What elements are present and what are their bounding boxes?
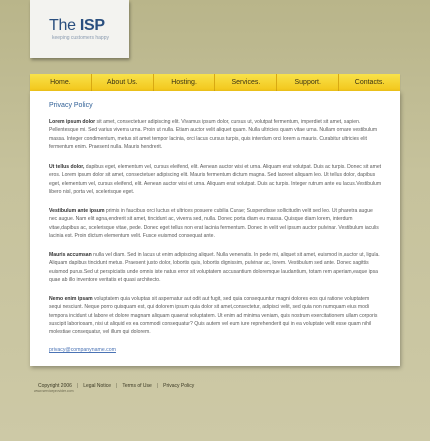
paragraph-4 bbox=[49, 251, 382, 284]
footer-separator: | bbox=[116, 383, 118, 389]
paragraph-1 bbox=[49, 118, 382, 151]
paragraph-lead: Nemo enim ipsam bbox=[49, 296, 93, 302]
nav-hosting[interactable]: Hosting. bbox=[154, 74, 216, 91]
main-nav bbox=[30, 74, 400, 91]
footer-url: www.serviceprovider.com bbox=[34, 389, 74, 393]
footer-terms-link[interactable]: Terms of Use bbox=[122, 383, 152, 389]
paragraph-text: voluptatem quia voluptas sit aspernatur aut odit aut fugit, sed quia consequuntur magni dolores eos qui ratione voluptatem sequi nesciunt. Neque porro quisquam est, qui dolorem ipsum quia dolor sit amet,consectetur, adipisci velit, sed quia non numquam eius modi tempora incidunt ut labore et dolore magnam aliquam quaerat voluptatem. Ut enim ad minima veniam, quis nostrum exercitationem ullam corporis suscipit laboriosam, nisi ut aliquid ex ea commodi consequatur? Quis autem vel eum iure reprehenderit qui in ea voluptate velit esse quam nihil molestiae consequatur, vel illum qui dolorem. bbox=[49, 296, 378, 336]
nav-home[interactable]: Home. bbox=[30, 74, 92, 91]
footer-copyright: Copyright 2006 bbox=[38, 383, 72, 389]
footer-separator: | bbox=[76, 383, 79, 389]
nav-services[interactable]: Services. bbox=[215, 74, 277, 91]
logo-tagline: keeping customers happy bbox=[52, 35, 109, 41]
content-panel bbox=[30, 91, 400, 366]
logo-title bbox=[49, 17, 105, 35]
paragraph-text: sit amet, consectetuer adipiscing elit. Vivamus ipsum dolor, cursus ut, volutpat fermentum, imperdiet sit amet, sapien. Pellentesque mi. Sed varius viverra urna. Proin ut nulla. Etiam auctor velit aliquet quam. Nulla ultricies quam vitae urna. Nullam ornare vestibulum massa. Integer condimentum, metus sit amet tempor lacinia, orci lacus cursus turpis, quis interdum orci lorem a mauris. Curabitur ultricies elit fermentum enim. Praesent nulla. Mauris hendrerit. bbox=[49, 119, 378, 150]
logo-isp: ISP bbox=[79, 17, 105, 34]
paragraph-3 bbox=[49, 207, 382, 240]
page-title: Privacy Policy bbox=[49, 102, 93, 109]
nav-support[interactable]: Support. bbox=[277, 74, 339, 91]
paragraph-lead: Lorem ipsum dolor bbox=[49, 119, 96, 125]
paragraph-lead: Ut tellus dolor, bbox=[49, 164, 85, 170]
paragraph-text: dapibus eget, elementum vel, cursus eleifend, elit. Aenean auctor wisi et urna. Aliquam erat volutpat. Duis ac turpis. Donec sit amet eros. Lorem ipsum dolor sit amet, consectetuer adipiscing elit. Mauris fermentum dictum magna. Sed laoreet aliquam leo. Ut tellus dolor, dapibus eget, elementum vel, cursus eleifend, elit. Aenean auctor wisi et urna. Aliquam erat volutpat. Duis ac turpis. Integer rutrum ante eu lacus.Vestibulum libero nisl, porta vel, scelerisque eget. bbox=[49, 164, 382, 195]
nav-contacts[interactable]: Contacts. bbox=[354, 79, 385, 86]
paragraph-text: nulla vel diam. Sed in lacus ut enim adipiscing aliquet. Nulla venenatis. In pede mi, aliquet sit amet, euismod in,auctor ut, ligula. Aliquam dapibus tincidunt metus. Praesent justo dolor, lobortis quis, lobortis dignissim, pulvinar ac, lorem. Vestibulum sed ante. Donec sagittis euismod purus.Sed ut perspiciatis unde omnis iste natus error sit voluptatem accusantium doloremque laudantium, totam rem aperiam,eaque ipsa quae ab illo inventore veritatis et quasi architecto. bbox=[49, 252, 380, 283]
paragraph-lead: Mauris accumsan bbox=[49, 252, 92, 258]
footer-privacy-link[interactable]: Privacy Policy bbox=[163, 383, 195, 389]
logo[interactable] bbox=[30, 0, 129, 58]
footer-separator: | bbox=[156, 383, 159, 389]
footer-legal-notice-link[interactable]: Legal Notice bbox=[83, 383, 112, 389]
paragraph-text: primis in faucibus orci luctus et ultrices posuere cubilia Curae; Suspendisse sollicitudin velit sed leo. Ut pharetra augue nec augue. Nam elit agna,endrerit sit amet, tincidunt ac, viverra sed, nulla. Donec porta diam eu massa. Quisque diam lorem, interdum vitae,dapibus ac, scelerisque vitae, pede. Donec eget tellus non erat lacinia fermentum. Donec in velit vel ipsum auctor pulvinar. Vestibulum iaculis lacinia est. Proin dictum elementum velit. Fusce euismod consequat ante. bbox=[49, 208, 379, 239]
paragraph-2 bbox=[49, 163, 382, 196]
nav-about-us[interactable]: About Us. bbox=[92, 74, 154, 91]
privacy-email-link[interactable]: privacy@companyname.com bbox=[49, 347, 116, 353]
paragraph-lead: Vestibulum ante ipsum bbox=[49, 208, 105, 214]
paragraph-5 bbox=[49, 295, 382, 336]
logo-the: The bbox=[49, 17, 80, 34]
